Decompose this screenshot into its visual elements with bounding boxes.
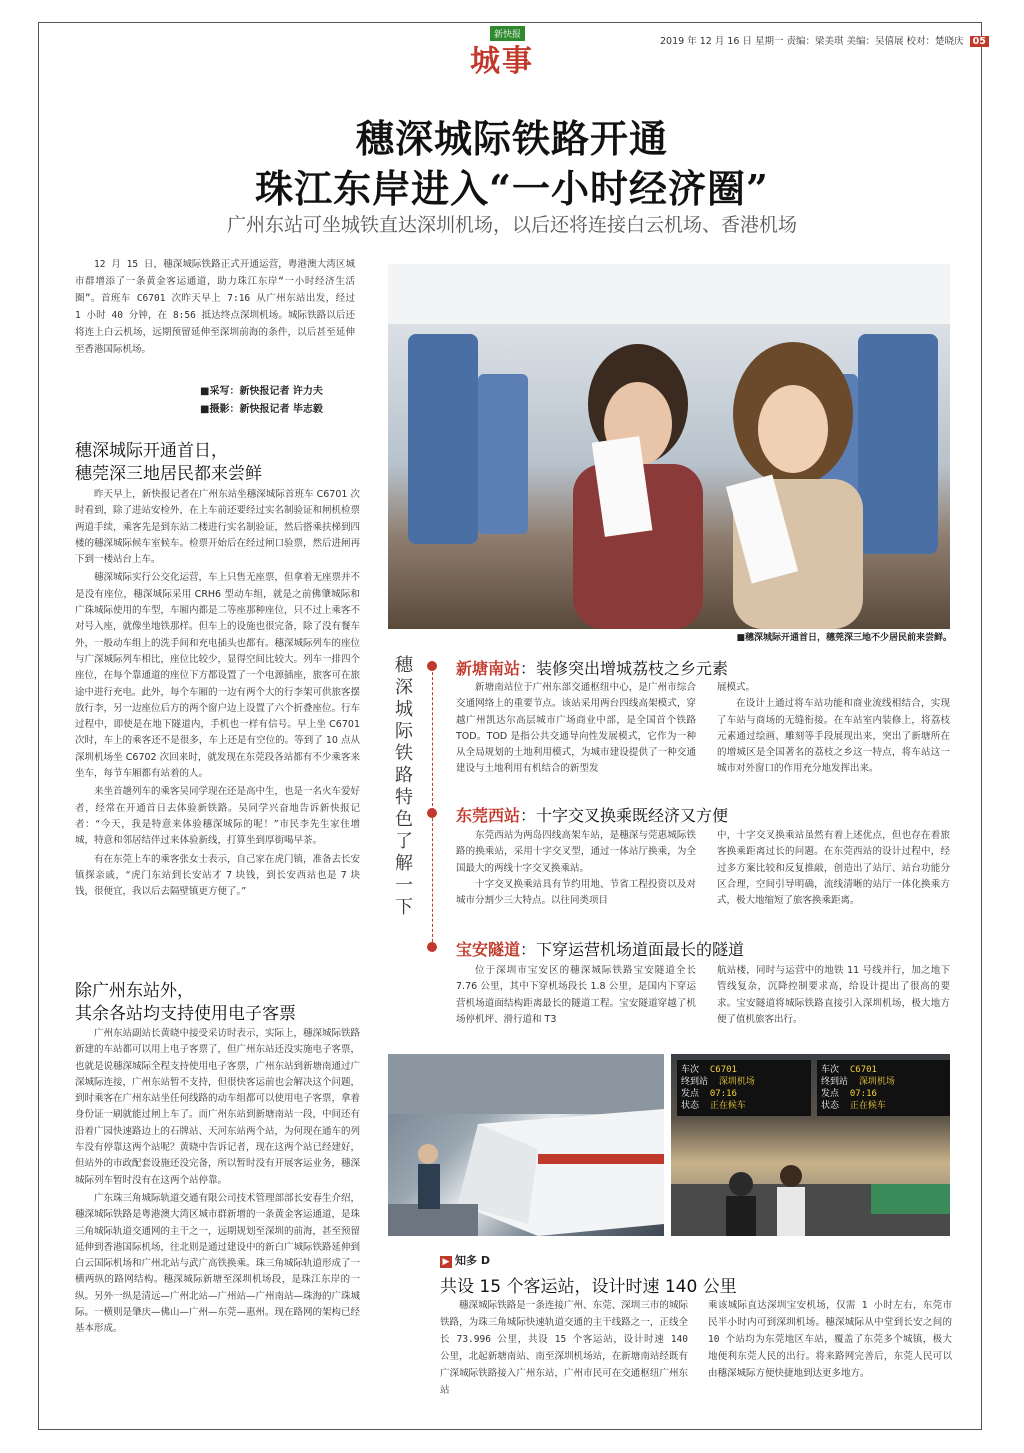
- zhiduo-paragraph: 乘该城际直达深圳宝安机场，仅需 1 小时左右，东莞市民半小时内可到深圳机场。穗深城际从中堂到长安之间的 10 个站均为东莞地区车站，覆盖了东莞多个城镇，极大地便利东莞人民的出行。将来路网完善后，东莞人民可以由穗深城际方便快捷地到达更多地方。: [708, 1300, 952, 1379]
- section1-heading-line2: 穗莞深三地居民都来尝鲜: [75, 464, 262, 484]
- feature-station-name: 新塘南站: [456, 659, 521, 678]
- section1-heading: [75, 440, 360, 486]
- feature-paragraph: 展模式。: [717, 682, 756, 693]
- section2-heading: [75, 980, 360, 1026]
- feature-paragraph: 新塘南站位于广州东部交通枢纽中心，是广州市综合交通网络上的重要节点。该站采用两台四线高架模式，穿越广州凯达尔高层城市广场商业中部，是全国首个铁路 TOD。TOD 是指公共交通导向性发展模式，它作为一种从全局规划的土地利用模式，为城市建设提供了一种交通建设与土地利用有机结合的新型发: [456, 682, 696, 775]
- feature3-col1: [456, 963, 696, 1043]
- zhiduo-col1: [440, 1297, 688, 1397]
- zhiduo-col2: [708, 1297, 952, 1397]
- section2-paragraph: 广州东站副站长黄晓中接受采访时表示，实际上，穗深城际铁路新建的车站都可以用上电子客票了，但广州东站还没实施电子客票，也就是说穗深城际全程支持使用电子客票，广州东站到新塘南通过广深城际连接，广州东站暂不支持，但很快客运前也会解决这个问题，到时乘客在广州东站坐任何线路的动车组都可以使用电子客票，拿着身份证一刷就能过闸上车了。而广州东站到新塘南站一段，中间还有沿着广园快速路边上的石牌站、天河东站两个站，为何现在通车的列车没有停靠这两个站呢？黄晓中告诉记者，现在这两个站已经建好，但站外的市政配套设施还没完备，所以暂时没有开展客运业务，穗深城际列车暂时没有在这两个站停靠。: [75, 1028, 360, 1186]
- section2-paragraph: 广东珠三角城际轨道交通有限公司技术管理部部长安春生介绍，穗深城际铁路是粤港澳大湾区城市群新增的一条黄金客运通道，是珠三角城际轨道交通网的主干之一，远期规划至深圳的前海，甚至预留延伸到香港国际机场，往北则是通过建设中的新白广城际铁路延伸到白云国际机场和广州北站与武广高铁换乘。珠三角城际轨道形成了一横两纵的路网结构。穗深城际新塘至深圳机场段，是珠江东岸的一纵。另外一纵是清远—广州北站—广州站—广州南站—珠海的广珠城际。一横则是肇庆—佛山—广州—东莞—惠州。现在路网的架构已经基本形成。: [75, 1192, 360, 1335]
- board-value: C6701: [709, 1065, 737, 1075]
- board-label: 发点: [821, 1089, 840, 1099]
- passengers-illustration: [388, 264, 950, 629]
- zhiduo-label: [440, 1252, 490, 1268]
- train-illustration: [388, 1054, 664, 1236]
- feature-title-text: ：装修突出增城荔枝之乡元素: [520, 659, 729, 678]
- feature-paragraph: 十字交叉换乘站具有节约用地、节省工程投资以及对城市分割少三大特点。以往同类项目: [456, 878, 696, 907]
- feature-title-text: ：十字交叉换乘既经济又方便: [520, 806, 729, 825]
- headline-line2: 珠江东岸进入“一小时经济圈”: [255, 166, 769, 211]
- play-icon: ▶: [440, 1256, 452, 1268]
- feature-paragraph: 位于深圳市宝安区的穗深城际铁路宝安隧道全长 7.76 公里，其中下穿机场段长 1.8 公里，是国内下穿运营机场道面结构距离最长的隧道工程。宝安隧道穿越了机场停机坪、滑行道和 T3: [456, 965, 696, 1025]
- board-label: 状态: [821, 1101, 840, 1111]
- board-value: 正在候车: [849, 1101, 886, 1111]
- feature3-col2: [717, 963, 950, 1043]
- lead-text: 12 月 15 日，穗深城际铁路正式开通运营，粤港澳大湾区城市群增添了一条黄金客运通道，助力珠江东岸“一小时经济生活圈”。首班车 C6701 次昨天早上 7:16 从广州东站出发，经过 1 小时 40 分钟，在 8:56 抵达终点深圳机场。城际铁路以后还将连上白云机场，远期预留延伸至深圳前海的条件，以后甚至延伸至香港国际机场。: [75, 259, 355, 355]
- train-photo: [388, 1054, 664, 1236]
- feature-title: [456, 937, 744, 960]
- header-info: [660, 33, 989, 47]
- board-value: 正在候车: [709, 1101, 746, 1111]
- section1-paragraph: 来坐首趟列车的乘客吴同学现在还是高中生，也是一名火车爱好者，经常在开通首日去体验新铁路。吴同学兴奋地告诉新快报记者：“今天，我是特意来体验穗深城际的呢！”市民李先生家住增城，特意和邻居结伴过来体验新线，打算坐到厚街喝早茶。: [75, 786, 360, 847]
- feature-paragraph: 航站楼，同时与运营中的地铁 11 号线并行，加之地下管线复杂，沉降控制要求高，给设计提出了很高的要求。宝安隧道将城际铁路直接引入深圳机场，极大地方便了值机旅客出行。: [717, 965, 950, 1025]
- feature2-col2: [717, 828, 950, 928]
- lead-paragraph: [75, 256, 355, 358]
- station-board-photo: [671, 1054, 950, 1236]
- section1-body: [75, 487, 360, 967]
- subheadline: 广州东站可坐城铁直达深圳机场，以后还将连接白云机场、香港机场: [226, 214, 797, 236]
- zhiduo-label-text: 知多 D: [455, 1254, 490, 1267]
- board-label: 车次: [681, 1065, 700, 1075]
- departure-board-right: [817, 1060, 950, 1116]
- section2-body: [75, 1026, 360, 1381]
- section-badge: 新快报: [490, 26, 525, 41]
- feature1-col1: [456, 680, 696, 795]
- section1-paragraph: 昨天早上，新快报记者在广州东站坐穗深城际首班车 C6701 次时看到，除了进站安检外，在上车前还要经过实名制验证和闸机检票两道手续，乘客先是到东站二楼进行实名制验证，然后搭乘扶梯到四楼的穗深城际候车室候车。检票开始后在经过闸口验票，然后进闸再下到一楼站台上车。: [75, 489, 360, 566]
- feature-station-name: 东莞西站: [456, 806, 521, 825]
- board-label: 发点: [681, 1089, 700, 1099]
- board-value: 深圳机场: [718, 1077, 755, 1087]
- board-label: 终到站: [821, 1077, 849, 1087]
- board-label: 车次: [821, 1065, 840, 1075]
- feature1-col2: [717, 680, 950, 795]
- feature-paragraph: 东莞西站为两岛四线高架车站，是穗深与莞惠城际铁路的换乘站，采用十字交叉型，通过一体站厅换乘，为全国最大的两线十字交叉换乘站。: [456, 830, 696, 874]
- board-label: 终到站: [681, 1077, 709, 1087]
- section2-heading-line2: 其余各站均支持使用电子客票: [75, 1004, 296, 1024]
- feature-title: [456, 656, 728, 679]
- board-value: 深圳机场: [858, 1077, 895, 1087]
- byline-writer: ■采写：新快报记者 许力夫: [200, 386, 323, 397]
- section2-heading-line1: 除广州东站外，: [75, 981, 194, 1001]
- board-value: 07:16: [849, 1089, 877, 1099]
- zhiduo-title: 共设 15 个客运站，设计时速 140 公里: [440, 1277, 737, 1297]
- board-value: 07:16: [709, 1089, 737, 1099]
- side-label: 穗深城际铁路特色了解一下: [395, 655, 413, 918]
- main-photo-passengers: [388, 264, 950, 629]
- section1-paragraph: 有在东莞上车的乘客张女士表示，自己家在虎门镇，准备去长安镇探亲戚，“虎门东站到长安站才 7 块钱，到长安西站也是 7 块钱，很便宜，我以后去隔壁镇更方便了。”: [75, 853, 360, 898]
- timeline-dot: [427, 661, 437, 671]
- main-photo-caption: ■穗深城际开通首日，穗莞深三地不少居民前来尝鲜。: [736, 633, 952, 643]
- feature2-col1: [456, 828, 696, 928]
- section-name: 城事: [470, 44, 534, 79]
- timeline-line: [432, 662, 433, 952]
- board-label: 状态: [681, 1101, 700, 1111]
- section1-paragraph: 穗深城际实行公交化运营，车上只售无座票，但拿着无座票并不是没有座位，穗深城际采用 CRH6 型动车组，就是之前佛肇城际和广珠城际使用的车型，车厢内都是二等座那种座位，只不过上乘客不对号入座，就像坐地铁那样。但车上的设施也很完备，除了没有餐车外，一般动车组上的洗手间和充电插头也都有。穗深城际列车的座位与广深城际列车相比，座位比较少，显得空间比较大。列车一排四个座位，在每个靠通道的座位下方都设置了一个电源插座，旅客可在旅途中进行充电。此外，每个车厢的一边有两个大的行李架可供旅客摆放行李，另一边座位后方的两个窗户边上设置了六个折叠座位。行车过程中，即使是在地下隧道内，手机也一样有信号。早上坐 C6701 次时，车上的乘客还不是很多，车上还是有空位的。等到了 10 点从深圳机场坐 C6702 次回来时，就发现在东莞段各站都有不少乘客来坐车，每节车厢都有站着的人。: [75, 572, 360, 780]
- zhiduo-paragraph: 穗深城际铁路是一条连接广州、东莞、深圳三市的城际铁路，为珠三角城际快速轨道交通的主干线路之一，正线全长 73.996 公里，共设 15 个客运站，设计时速 140 公里，北起新塘南站、南至深圳机场站，在新塘南站经既有广深城际铁路接入广州东站，广州市民可在交通枢纽广州东站: [440, 1300, 688, 1396]
- feature-title: [456, 803, 728, 826]
- feature-title-text: ：下穿运营机场道面最长的隧道: [520, 940, 745, 959]
- feature-station-name: 宝安隧道: [456, 940, 521, 959]
- board-value: C6701: [849, 1065, 877, 1075]
- section1-heading-line1: 穗深城际开通首日，: [75, 441, 228, 461]
- headline-line1: 穗深城际铁路开通: [355, 116, 668, 161]
- byline-photographer: ■摄影：新快报记者 毕志毅: [200, 404, 323, 415]
- feature-paragraph: 在设计上通过将车站功能和商业流线相结合，实现了车站与商场的无缝衔接。在车站室内装修上，将荔枝元素通过绘画、雕刻等手段展现出来，突出了新塘所在的增城区是全国著名的荔枝之乡这一特点，将车站这一城市对外窗口的作用充分地发挥出来。: [717, 698, 950, 775]
- station-crowd-illustration: [671, 1154, 950, 1236]
- timeline-dot: [427, 942, 437, 952]
- feature-paragraph: 中，十字交叉换乘站虽然有着上述优点，但也存在着旅客换乘距离过长的问题。在东莞西站的设计过程中，经过多方案比较和反复推敲，创造出了站厅、站台功能分区合理，空间引导明确，流线清晰的站厅一体化换乘方式，极大地缩短了旅客换乘距离。: [717, 830, 950, 907]
- timeline-dot: [427, 808, 437, 818]
- departure-board-left: [677, 1060, 811, 1116]
- page-number: 05: [970, 36, 989, 47]
- header-date-editors: 2019 年 12 月 16 日 星期一 责编：梁美琪 美编：吴僖展 校对：楚晓庆: [660, 36, 964, 47]
